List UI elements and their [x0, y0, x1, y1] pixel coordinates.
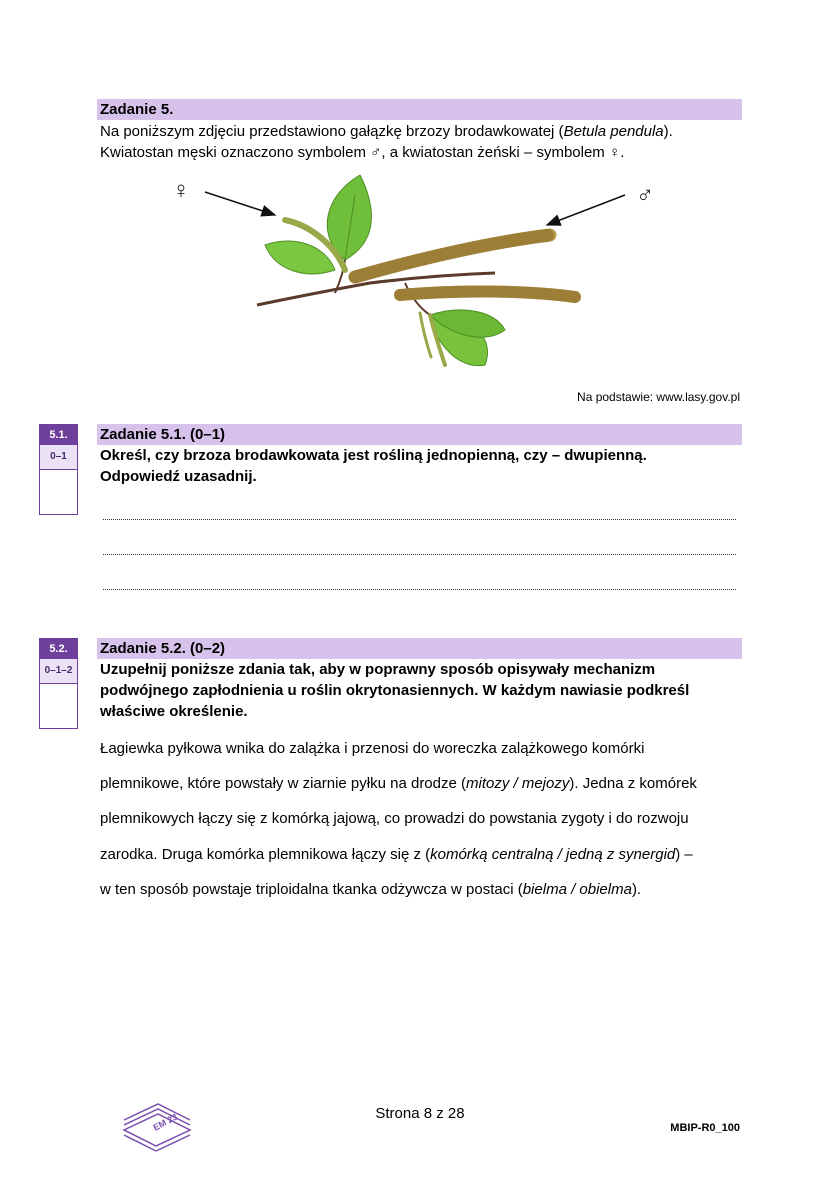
female-symbol: ♀ — [172, 177, 190, 204]
score-box-points: 0–1 — [40, 445, 77, 470]
image-source: Na podstawie: www.lasy.gov.pl — [577, 390, 740, 404]
latin-name: Betula pendula — [563, 123, 664, 140]
intro-text: Na poniższym zdjęciu przedstawiono gałązkę brzozy brodawkowatej ( — [100, 123, 564, 140]
task52-title: Zadanie 5.2. (0–2) — [97, 638, 742, 659]
task52-paragraph-line5 — [100, 879, 750, 900]
leaf — [265, 241, 335, 274]
score-box-blank — [40, 684, 77, 728]
score-box-number: 5.2. — [40, 639, 77, 659]
task5-intro-line1 — [100, 121, 673, 142]
task5-title: Zadanie 5. — [97, 99, 742, 120]
score-box-blank — [40, 470, 77, 514]
answer-line[interactable] — [103, 541, 736, 555]
answer-line[interactable] — [103, 576, 736, 590]
exam-code: MBIP-R0_100 — [670, 1122, 740, 1134]
sentence-text: ). — [631, 881, 642, 898]
task51-title: Zadanie 5.1. (0–1) — [97, 424, 742, 445]
score-box-5-2 — [39, 638, 78, 729]
intro-text-end: ). — [663, 123, 673, 140]
male-symbol: ♂ — [636, 182, 654, 209]
male-arrow — [547, 195, 625, 225]
task51-instruction-line1: Określ, czy brzoza brodawkowata jest rośliną jednopienną, czy – dwupienną. — [100, 447, 647, 464]
task51-instruction-line2: Odpowiedź uzasadnij. — [100, 468, 257, 485]
task52-paragraph-line2 — [100, 773, 750, 794]
sentence-text: zarodka. Druga komórka plemnikowa łączy się z ( — [100, 846, 431, 863]
task52-instruction-line2: podwójnego zapłodnienia u roślin okrytonasiennych. W każdym nawiasie podkreśl — [100, 682, 690, 699]
birch-branch-image — [195, 165, 635, 380]
sentence-text: plemnikowe, które powstały w ziarnie pyłku na drodze ( — [100, 775, 466, 792]
page-number: Strona 8 z 28 — [375, 1105, 465, 1122]
choice-option-tissue[interactable]: bielma / obielma — [522, 881, 632, 898]
score-box-points: 0–1–2 — [40, 659, 77, 684]
sentence-text: w ten sposób powstaje triploidalna tkanka odżywcza w postaci ( — [100, 881, 523, 898]
task52-paragraph-line3: plemnikowych łączy się z komórką jajową, co prowadzi do powstania zygoty i do rozwoju — [100, 810, 689, 827]
sentence-text: ) – — [675, 846, 693, 863]
task52-instruction-line1: Uzupełnij poniższe zdania tak, aby w poprawny sposób opisywały mechanizm — [100, 661, 656, 678]
score-box-number: 5.1. — [40, 425, 77, 445]
female-arrow — [205, 192, 275, 215]
task5-intro-line2: Kwiatostan męski oznaczono symbolem ♂, a kwiatostan żeński – symbolem ♀. — [100, 144, 625, 161]
task52-paragraph-line1: Łagiewka pyłkowa wnika do zalążka i przenosi do woreczka zalążkowego komórki — [100, 740, 645, 757]
choice-option-mitosis-meiosis[interactable]: mitozy / mejozy — [466, 775, 570, 792]
logo-text: EM 23 — [151, 1111, 180, 1133]
choice-option-cell[interactable]: komórką centralną / jedną z synergid — [430, 846, 676, 863]
task52-paragraph-line4 — [100, 844, 750, 865]
answer-line[interactable] — [103, 506, 736, 520]
sentence-text: ). Jedna z komórek — [569, 775, 697, 792]
task52-instruction-line3: właściwe określenie. — [100, 703, 248, 720]
score-box-5-1 — [39, 424, 78, 515]
